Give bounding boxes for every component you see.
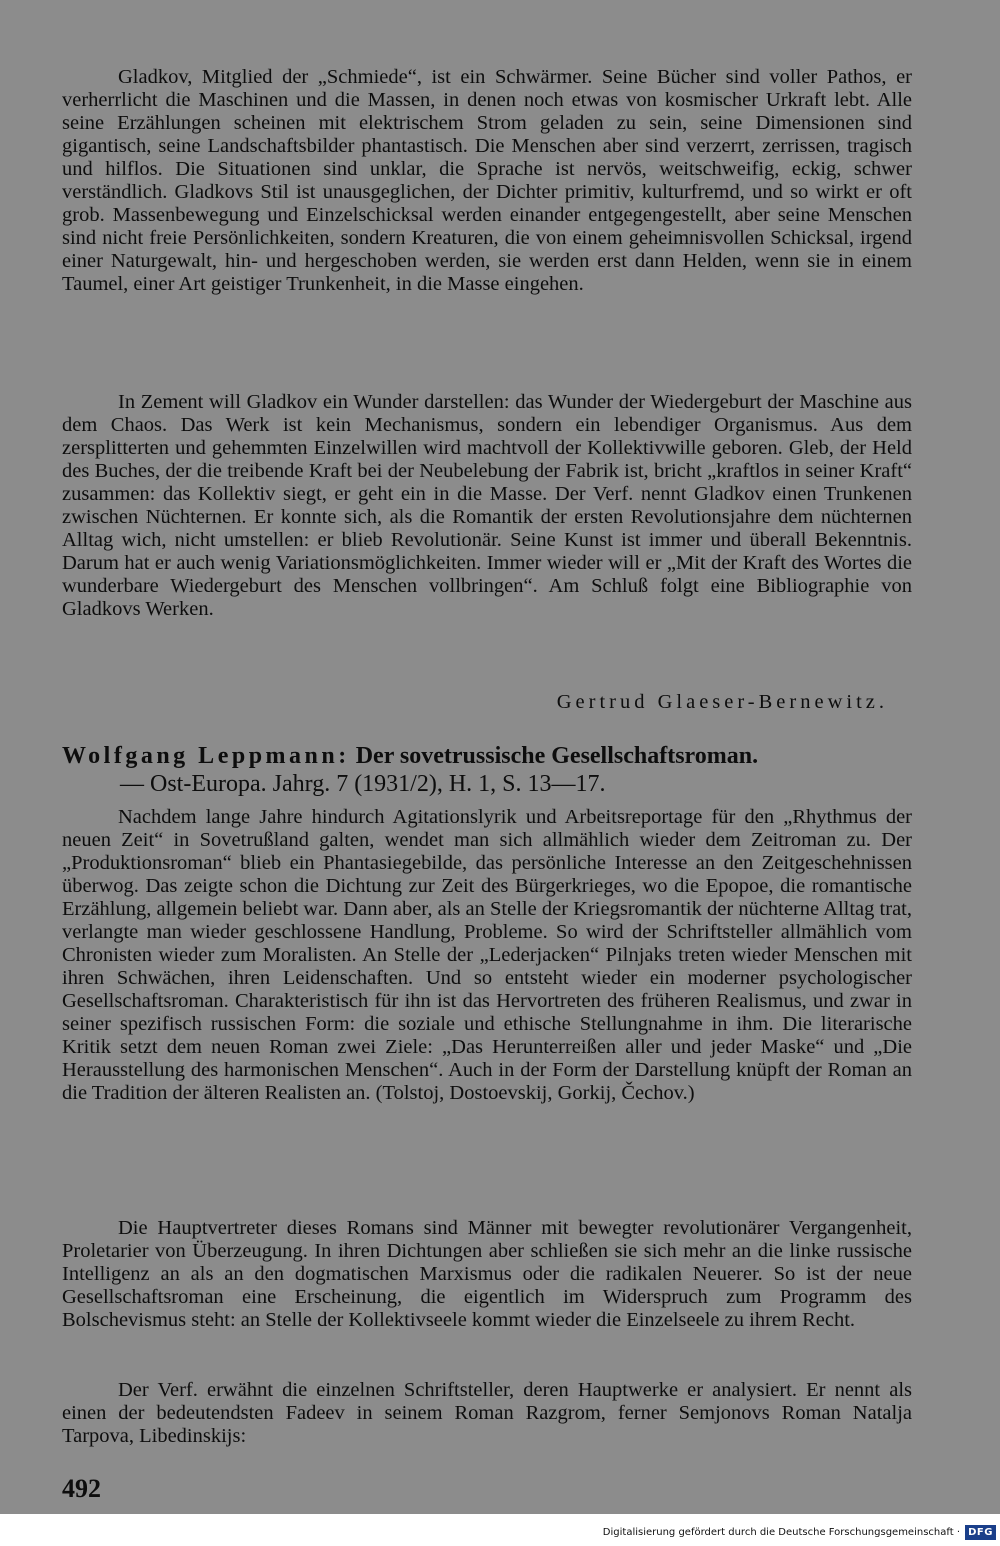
- review2-paragraph-1: Nachdem lange Jahre hindurch Agitationslyrik und Arbeitsreportage für den „Rhythmus der neuen Zeit“ in Sovetrußland galten, wendet man sich allmählich wieder dem Zeitroman zu. Der „Produktionsroman“ blieb ein Phantasiegebilde, das persönliche Interesse an den Zeitgeschehnissen überwog. Das zeigte schon die Dichtung zur Zeit des Bürgerkrieges, wo die Epopoe, die romantische Erzählung, allgemein beliebt war. Dann aber, als an Stelle der Kriegsromantik der nüchterne Alltag trat, verlangte man wieder geschlossene Handlung, Probleme. So wird der Schriftsteller allmählich vom Chronisten wieder zum Moralisten. An Stelle der „Lederjacken“ Pilnjaks treten wieder Menschen mit ihren Schwächen, ihren Leidenschaften. Und so entsteht wieder ein moderner psychologischer Gesellschaftsroman. Charakteristisch für ihn ist das Hervortreten des früheren Realismus, und zwar in seiner spezifisch russischen Form: die soziale und ethische Stellungnahme in ihm. Die literarische Kritik setzt dem neuen Roman zwei Ziele: „Das Herunterreißen aller und jeder Maske“ und „Die Herausstellung des harmonischen Menschen“. Auch in der Form der Darstellung knüpft der Roman an die Tradition der älteren Realisten an. (Tolstoj, Dostoevskij, Gorkij, Čechov.): [62, 806, 912, 1104]
- review2-paragraph-2: Die Hauptvertreter dieses Romans sind Männer mit bewegter revolutionärer Vergangenheit, Proletarier von Überzeugung. In ihren Dichtungen aber schließen sie sich mehr an die linke russische Intelligenz an als an den dogmatischen Marxismus oder die radikalen Neuerer. So ist der neue Gesellschaftsroman eine Erscheinung, die eigentlich im Widerspruch zum Programm des Bolschevismus steht: an Stelle der Kollektivseele kommt wieder die Einzelseele zu ihrem Recht.: [62, 1217, 912, 1331]
- review2-author: Wolfgang Leppmann:: [62, 743, 350, 769]
- review2-title: Der sovetrussische Gesellschaftsroman.: [355, 743, 759, 769]
- page-number: 492: [62, 1474, 101, 1503]
- funding-footer: Digitalisierung gefördert durch die Deutsche Forschungsgemeinschaft ·: [602, 1527, 960, 1538]
- review1-paragraph-1: Gladkov, Mitglied der „Schmiede“, ist ein Schwärmer. Seine Bücher sind voller Pathos, er verherrlicht die Maschinen und die Massen, in denen noch etwas von kosmischer Urkraft lebt. Alle seine Erzählungen scheinen mit elektrischem Strom geladen zu sein, seine Dimensionen sind gigantisch, seine Landschaftsbilder phantastisch. Die Menschen aber sind verzerrt, zerrissen, tragisch und hilflos. Die Situationen sind unklar, die Sprache ist nervös, weitschweifig, eckig, schwer verständlich. Gladkovs Stil ist unausgeglichen, der Dichter primitiv, kulturfremd, und so wirkt er oft grob. Massenbewegung und Einzelschicksal werden einander entgegengestellt, aber seine Menschen sind nicht freie Persönlichkeiten, sondern Kreaturen, die von einem geheimnisvollen Schicksal, irgend einer Naturgewalt, hin- und hergeschoben werden, sie werden erst dann Helden, wenn sie in einem Taumel, einer Art geistiger Trunkenheit, in die Masse eingehen.: [62, 66, 912, 295]
- review1-paragraph-2: In Zement will Gladkov ein Wunder darstellen: das Wunder der Wiedergeburt der Maschine aus dem Chaos. Das Werk ist kein Mechanismus, sondern ein lebendiger Organismus. Aus dem zersplitterten und gehemmten Einzelwillen wird machtvoll der Kollektivwille geboren. Gleb, der Held des Buches, der die treibende Kraft bei der Neubelebung der Fabrik ist, bricht „kraftlos in seiner Kraft“ zusammen: das Kollektiv siegt, er geht ein in die Masse. Der Verf. nennt Gladkov einen Trunkenen zwischen Nüchternen. Er konnte sich, als die Romantik der ersten Revolutionsjahre dem nüchternen Alltag wich, nicht umstellen: er blieb Revolutionär. Seine Kunst ist immer und überall Bekenntnis. Darum hat er auch wenig Variationsmöglichkeiten. Immer wieder will er „Mit der Kraft des Wortes die wunderbare Wiedergeburt des Menschen vollbringen“. Am Schluß folgt eine Bibliographie von Gladkovs Werken.: [62, 391, 912, 620]
- review2-paragraph-3: Der Verf. erwähnt die einzelnen Schriftsteller, deren Hauptwerke er analysiert. Er nennt als einen der bedeutendsten Fadeev in seinem Roman Razgrom, ferner Semjonovs Roman Natalja Tarpova, Libedinskijs:: [62, 1379, 912, 1447]
- review2-heading: [62, 742, 932, 770]
- review1-signature: Gertrud Glaeser-Bernewitz.: [556, 691, 888, 713]
- dfg-logo: DFG: [965, 1525, 996, 1540]
- review2-source: — Ost-Europa. Jahrg. 7 (1931/2), H. 1, S. 13—17.: [120, 771, 606, 797]
